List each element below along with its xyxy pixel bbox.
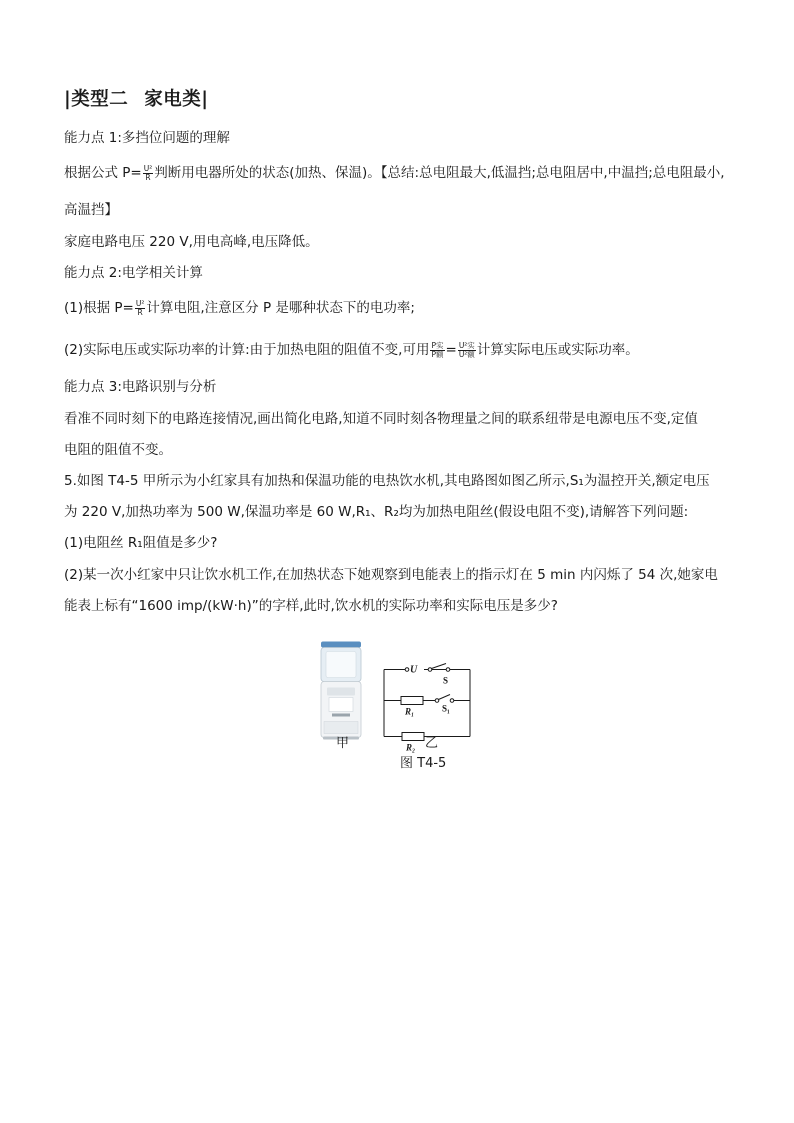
caption-jia: 甲 (336, 736, 350, 751)
question-part2-line1: (2)某一次小红家中只让饮水机工作,在加热状态下她观察到电能表上的指示灯在 5 min 内闪烁了 54 次,她家电 (64, 567, 718, 583)
label-s: S (443, 675, 449, 686)
formula-fraction: $\frac{\text{U²}}{R}$ (143, 163, 153, 182)
point1-note: 家庭电路电压 220 V,用电高峰,电压降低。 (64, 234, 319, 250)
heading-label: 类型二 (71, 89, 129, 110)
point3-line1: 看准不同时刻下的电路连接情况,画出简化电路,知道不同时刻各物理量之间的联系纽带是电源电压不变,定值 (64, 411, 698, 427)
heading-bar: | (64, 89, 72, 110)
heading-topic: 家电类| (144, 89, 209, 110)
circuit-diagram (384, 664, 470, 741)
point1-title: 能力点 1:多挡位问题的理解 (64, 130, 230, 146)
label-u: U (410, 664, 418, 676)
label-r2: R₂ (406, 742, 416, 753)
caption-yi: 乙 (425, 736, 439, 751)
power-ratio-fraction: $\frac{\text{P实}}{\text{P额}}$ (431, 340, 444, 359)
point3-line2: 电阻的阻值不变。 (64, 442, 172, 458)
section-heading (64, 90, 209, 110)
point2-item2: (2)实际电压或实际功率的计算:由于加热电阻的阻值不变,可用 $\frac{\text{P实}}{\text{P额}}$ = $\frac{\text{U²实}}{\text{U²额}}$ 计算实际电压或实际功率。 (64, 340, 639, 359)
question-line2: 为 220 V,加热功率为 500 W,保温功率是 60 W,R₁、R₂均为加热电阻丝(假设电阻不变),请解答下列问题: (64, 504, 689, 520)
point1-formula-cont: 高温挡】 (64, 202, 118, 218)
voltage-ratio-fraction: $\frac{\text{U²实}}{\text{U²额}}$ (458, 340, 475, 359)
point3-title: 能力点 3:电路识别与分析 (64, 379, 217, 395)
question-line1: 5.如图 T4-5 甲所示为小红家具有加热和保温功能的电热饮水机,其电路图如图乙所示,S₁为温控开关,额定电压 (64, 473, 710, 489)
point1-formula-line: 根据公式 P= $\frac{\text{U²}}{R}$ 判断用电器所处的状态(加热、保温)。【总结:总电阻最大,低温挡;总电阻居中,中温挡;总电阻最小, (64, 163, 725, 182)
figure-caption: 图 T4-5 (400, 756, 447, 771)
water-dispenser-image (321, 642, 361, 740)
question-part2-line2: 能表上标有“1600 imp/(kW·h)”的字样,此时,饮水机的实际功率和实际电压是多少? (64, 598, 558, 614)
label-s1: S₁ (442, 703, 450, 714)
formula-fraction: $\frac{\text{U²}}{R}$ (135, 298, 145, 317)
question-part1: (1)电阻丝 R₁阻值是多少? (64, 535, 218, 551)
label-r1: R₁ (405, 706, 415, 717)
point2-item1: (1)根据 P= $\frac{\text{U²}}{R}$ 计算电阻,注意区分 P 是哪种状态下的电功率; (64, 298, 415, 317)
point2-title: 能力点 2:电学相关计算 (64, 265, 203, 281)
